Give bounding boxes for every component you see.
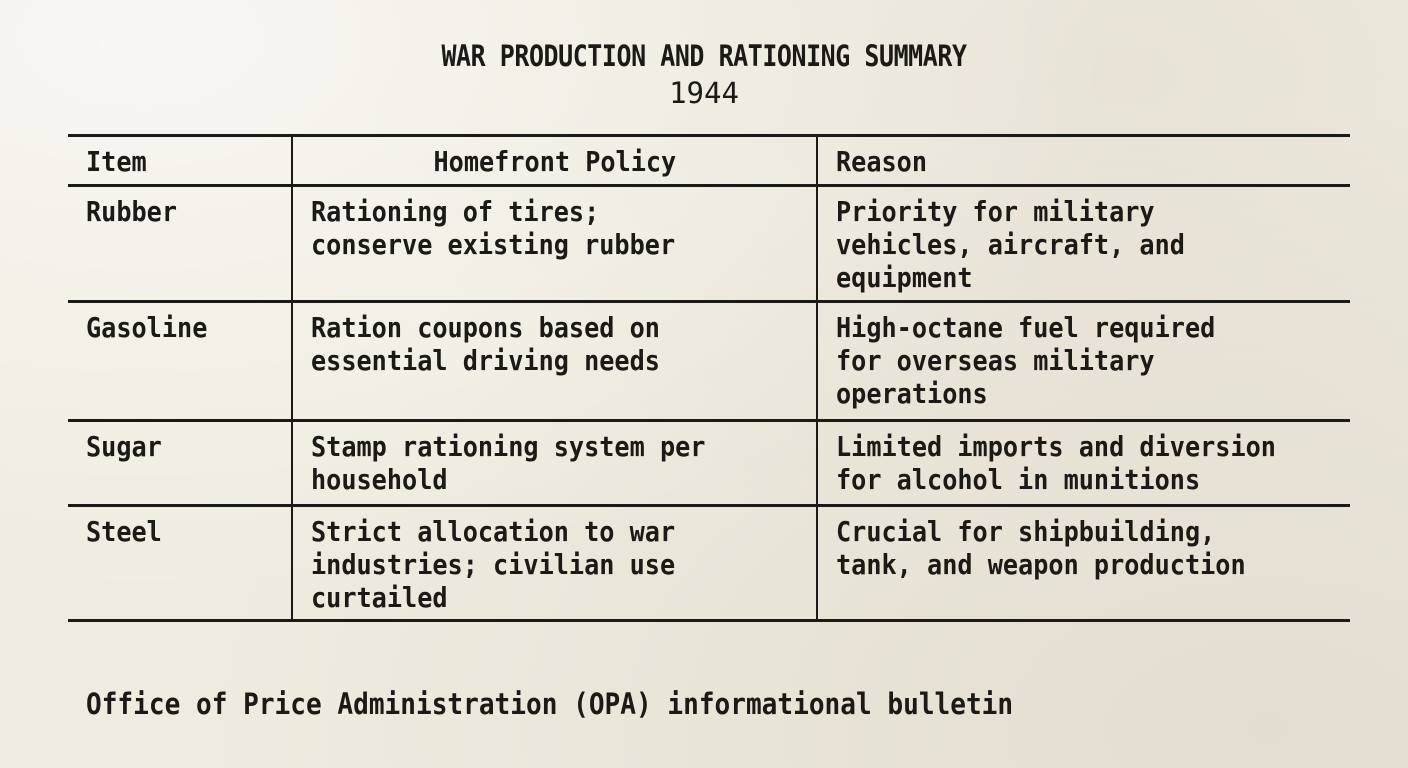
header-reason: Reason (817, 136, 1350, 186)
document-title: WAR PRODUCTION AND RATIONING SUMMARY (441, 39, 967, 73)
table-header-row (68, 136, 1350, 186)
table-row (68, 421, 1350, 506)
cell-item: Rubber (68, 186, 292, 302)
header-item: Item (68, 136, 292, 186)
table-row (68, 186, 1350, 302)
header-homefront-policy: Homefront Policy (292, 136, 817, 186)
cell-item: Steel (68, 506, 292, 621)
cell-policy: Ration coupons based on essential driving needs (292, 302, 817, 421)
table-row (68, 506, 1350, 621)
cell-policy: Strict allocation to war industries; civilian use curtailed (292, 506, 817, 621)
table-row (68, 302, 1350, 421)
cell-item: Sugar (68, 421, 292, 506)
cell-policy: Stamp rationing system per household (292, 421, 817, 506)
footer-attribution: Office of Price Administration (OPA) informational bulletin (86, 687, 1014, 721)
cell-reason: Crucial for shipbuilding, tank, and weapon production (817, 506, 1350, 621)
rationing-table (68, 134, 1350, 622)
title-block (0, 38, 1408, 112)
cell-item: Gasoline (68, 302, 292, 421)
cell-reason: Limited imports and diversion for alcohol in munitions (817, 421, 1350, 506)
document-year: 1944 (669, 76, 739, 110)
cell-reason: Priority for military vehicles, aircraft, and equipment (817, 186, 1350, 302)
cell-reason: High-octane fuel required for overseas military operations (817, 302, 1350, 421)
cell-policy: Rationing of tires; conserve existing rubber (292, 186, 817, 302)
